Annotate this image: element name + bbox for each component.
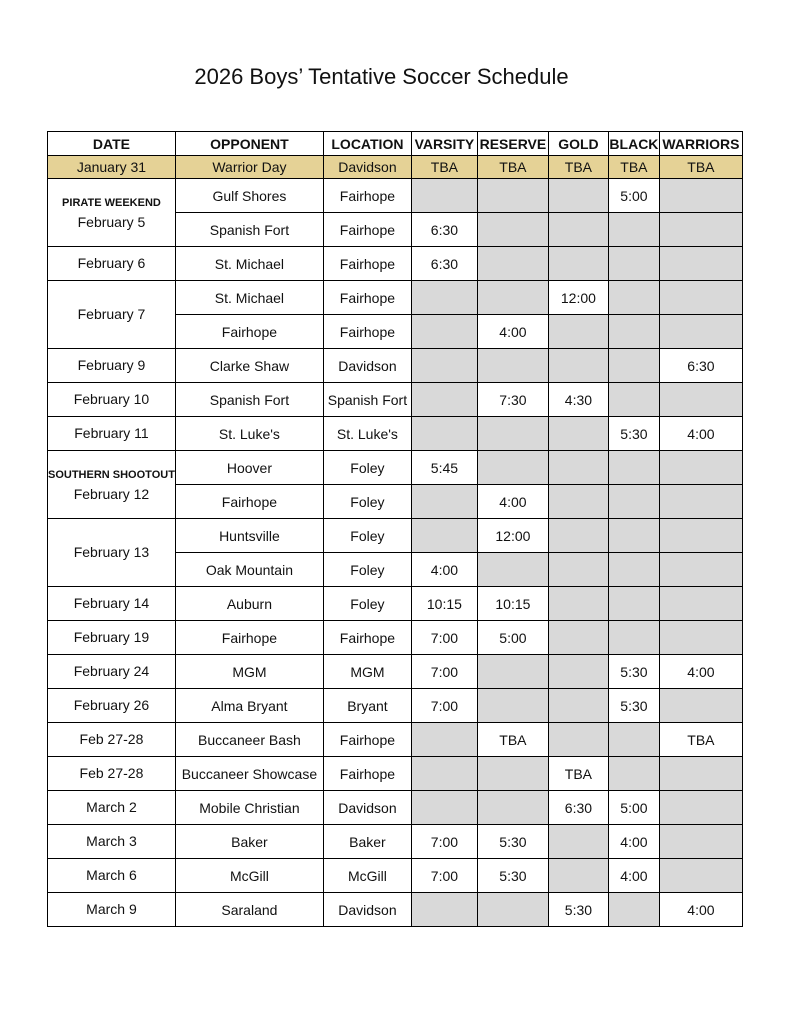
warriors-time-cell [659,519,742,553]
location-cell: Fairhope [323,213,411,247]
table-row [48,893,743,927]
varsity-time-cell [411,485,477,519]
black-time-cell [608,621,659,655]
varsity-time-cell [411,893,477,927]
location-cell: Fairhope [323,315,411,349]
opponent-cell: St. Michael [175,281,323,315]
black-time-cell: TBA [608,156,659,179]
warriors-time-cell: TBA [659,156,742,179]
gold-time-cell [548,587,608,621]
location-cell: Fairhope [323,247,411,281]
date-cell [48,655,176,689]
date-cell [48,417,176,451]
black-time-cell: 4:00 [608,825,659,859]
table-row [48,179,743,213]
opponent-cell: Buccaneer Showcase [175,757,323,791]
opponent-cell: Buccaneer Bash [175,723,323,757]
column-header-reserve: RESERVE [477,132,548,156]
opponent-cell: MGM [175,655,323,689]
column-header-date: DATE [48,132,176,156]
opponent-cell: Auburn [175,587,323,621]
table-row [48,689,743,723]
table-row [48,723,743,757]
table-row [48,349,743,383]
date-text: February 5 [77,214,146,230]
gold-time-cell [548,417,608,451]
warriors-time-cell [659,213,742,247]
reserve-time-cell: 5:30 [477,859,548,893]
opponent-cell: Fairhope [175,315,323,349]
black-time-cell [608,723,659,757]
location-cell: Fairhope [323,723,411,757]
opponent-cell: Fairhope [175,621,323,655]
black-time-cell [608,893,659,927]
date-cell [48,179,176,247]
varsity-time-cell: TBA [411,156,477,179]
varsity-time-cell: 6:30 [411,213,477,247]
varsity-time-cell [411,723,477,757]
varsity-time-cell: 7:00 [411,859,477,893]
warriors-time-cell [659,553,742,587]
warriors-time-cell: TBA [659,723,742,757]
varsity-time-cell: 7:00 [411,621,477,655]
varsity-time-cell: 4:00 [411,553,477,587]
date-text: February 13 [73,544,150,561]
event-note: PIRATE WEEKEND [62,197,161,210]
warriors-time-cell: 4:00 [659,417,742,451]
warriors-time-cell [659,179,742,213]
black-time-cell [608,349,659,383]
table-row [48,757,743,791]
reserve-time-cell [477,281,548,315]
date-cell [48,519,176,587]
location-cell: MGM [323,655,411,689]
opponent-cell: Mobile Christian [175,791,323,825]
date-cell [48,451,176,519]
gold-time-cell [548,723,608,757]
warriors-time-cell: 4:00 [659,655,742,689]
table-row [48,281,743,315]
gold-time-cell [548,553,608,587]
date-cell [48,757,176,791]
reserve-time-cell: 5:00 [477,621,548,655]
black-time-cell [608,553,659,587]
warriors-time-cell: 4:00 [659,893,742,927]
black-time-cell: 5:30 [608,417,659,451]
black-time-cell [608,587,659,621]
warriors-time-cell [659,451,742,485]
date-cell [48,893,176,927]
table-row [48,156,743,179]
table-row [48,791,743,825]
opponent-cell: Warrior Day [175,156,323,179]
gold-time-cell [548,655,608,689]
varsity-time-cell: 10:15 [411,587,477,621]
event-note: SOUTHERN SHOOTOUT [48,469,175,482]
warriors-time-cell [659,247,742,281]
date-text: February 26 [73,697,150,714]
gold-time-cell [548,247,608,281]
opponent-cell: Fairhope [175,485,323,519]
warriors-time-cell [659,587,742,621]
location-cell: Fairhope [323,621,411,655]
varsity-time-cell [411,179,477,213]
location-cell: Davidson [323,156,411,179]
location-cell: Foley [323,587,411,621]
date-cell [48,587,176,621]
column-header-gold: GOLD [548,132,608,156]
date-cell [48,825,176,859]
black-time-cell: 5:00 [608,791,659,825]
gold-time-cell [548,349,608,383]
reserve-time-cell [477,451,548,485]
gold-time-cell [548,689,608,723]
date-text: February 11 [74,425,149,442]
table-row [48,247,743,281]
gold-time-cell [548,179,608,213]
reserve-time-cell [477,349,548,383]
date-text: February 12 [73,486,150,502]
location-cell: Fairhope [323,757,411,791]
date-text: January 31 [76,158,147,175]
reserve-time-cell [477,179,548,213]
date-text: March 6 [86,867,137,884]
location-cell: McGill [323,859,411,893]
location-cell: Davidson [323,791,411,825]
warriors-time-cell [659,383,742,417]
column-header-location: LOCATION [323,132,411,156]
opponent-cell: Hoover [175,451,323,485]
date-text: February 14 [73,595,150,612]
date-cell [48,247,176,281]
reserve-time-cell: 4:00 [477,485,548,519]
opponent-cell: St. Luke's [175,417,323,451]
warriors-time-cell [659,621,742,655]
black-time-cell: 5:30 [608,655,659,689]
warriors-time-cell [659,859,742,893]
location-cell: Fairhope [323,281,411,315]
varsity-time-cell [411,757,477,791]
varsity-time-cell [411,349,477,383]
varsity-time-cell [411,383,477,417]
opponent-cell: Saraland [175,893,323,927]
reserve-time-cell [477,893,548,927]
black-time-cell: 5:30 [608,689,659,723]
gold-time-cell [548,519,608,553]
warriors-time-cell [659,689,742,723]
reserve-time-cell [477,213,548,247]
warriors-time-cell [659,757,742,791]
location-cell: St. Luke's [323,417,411,451]
gold-time-cell [548,485,608,519]
reserve-time-cell [477,247,548,281]
location-cell: Davidson [323,349,411,383]
table-row [48,451,743,485]
date-cell [48,349,176,383]
date-cell [48,281,176,349]
table-row [48,519,743,553]
black-time-cell: 4:00 [608,859,659,893]
reserve-time-cell: 10:15 [477,587,548,621]
date-text: February 6 [77,255,146,272]
date-text: February 19 [73,629,150,646]
table-row [48,621,743,655]
varsity-time-cell: 7:00 [411,825,477,859]
location-cell: Fairhope [323,179,411,213]
varsity-time-cell [411,417,477,451]
table-row [48,655,743,689]
reserve-time-cell: 5:30 [477,825,548,859]
black-time-cell [608,315,659,349]
location-cell: Foley [323,519,411,553]
location-cell: Baker [323,825,411,859]
varsity-time-cell: 5:45 [411,451,477,485]
reserve-time-cell: TBA [477,723,548,757]
warriors-time-cell [659,281,742,315]
table-row [48,417,743,451]
date-cell [48,859,176,893]
warriors-time-cell [659,485,742,519]
opponent-cell: Gulf Shores [175,179,323,213]
date-cell [48,723,176,757]
date-text: February 9 [77,357,146,374]
opponent-cell: Clarke Shaw [175,349,323,383]
date-text: Feb 27-28 [79,731,144,748]
gold-time-cell [548,621,608,655]
reserve-time-cell: TBA [477,156,548,179]
reserve-time-cell: 4:00 [477,315,548,349]
date-text: Feb 27-28 [79,765,144,782]
black-time-cell [608,281,659,315]
column-header-black: BLACK [608,132,659,156]
gold-time-cell: 4:30 [548,383,608,417]
black-time-cell [608,451,659,485]
reserve-time-cell [477,417,548,451]
opponent-cell: Spanish Fort [175,383,323,417]
date-text: February 10 [73,391,150,408]
black-time-cell [608,213,659,247]
header-row [48,132,743,156]
date-cell [48,383,176,417]
date-text: March 3 [86,833,137,850]
opponent-cell: Huntsville [175,519,323,553]
reserve-time-cell [477,655,548,689]
date-cell [48,689,176,723]
gold-time-cell: TBA [548,757,608,791]
table-row [48,825,743,859]
column-header-warriors: WARRIORS [659,132,742,156]
black-time-cell [608,757,659,791]
gold-time-cell [548,451,608,485]
location-cell: Spanish Fort [323,383,411,417]
gold-time-cell [548,825,608,859]
reserve-time-cell: 12:00 [477,519,548,553]
opponent-cell: Alma Bryant [175,689,323,723]
schedule-body [48,156,743,927]
location-cell: Foley [323,485,411,519]
opponent-cell: McGill [175,859,323,893]
black-time-cell [608,247,659,281]
reserve-time-cell [477,757,548,791]
varsity-time-cell [411,791,477,825]
gold-time-cell [548,315,608,349]
black-time-cell [608,519,659,553]
gold-time-cell: 5:30 [548,893,608,927]
page-title: 2026 Boys’ Tentative Soccer Schedule [194,64,569,89]
table-row [48,383,743,417]
warriors-time-cell [659,315,742,349]
gold-time-cell: TBA [548,156,608,179]
date-text: March 2 [86,799,137,816]
date-text: March 9 [86,901,137,918]
reserve-time-cell [477,791,548,825]
gold-time-cell [548,859,608,893]
opponent-cell: St. Michael [175,247,323,281]
reserve-time-cell: 7:30 [477,383,548,417]
varsity-time-cell [411,519,477,553]
varsity-time-cell: 6:30 [411,247,477,281]
table-row [48,587,743,621]
black-time-cell [608,383,659,417]
reserve-time-cell [477,553,548,587]
date-text: February 24 [73,663,150,680]
location-cell: Foley [323,451,411,485]
location-cell: Bryant [323,689,411,723]
varsity-time-cell: 7:00 [411,655,477,689]
opponent-cell: Baker [175,825,323,859]
column-header-opponent: OPPONENT [175,132,323,156]
warriors-time-cell: 6:30 [659,349,742,383]
date-cell [48,791,176,825]
black-time-cell: 5:00 [608,179,659,213]
column-header-varsity: VARSITY [411,132,477,156]
black-time-cell [608,485,659,519]
gold-time-cell [548,213,608,247]
varsity-time-cell [411,281,477,315]
opponent-cell: Spanish Fort [175,213,323,247]
reserve-time-cell [477,689,548,723]
location-cell: Davidson [323,893,411,927]
table-row [48,859,743,893]
schedule-table [47,131,743,927]
date-text: February 7 [77,306,146,323]
gold-time-cell: 12:00 [548,281,608,315]
warriors-time-cell [659,791,742,825]
date-cell [48,621,176,655]
gold-time-cell: 6:30 [548,791,608,825]
opponent-cell: Oak Mountain [175,553,323,587]
warriors-time-cell [659,825,742,859]
varsity-time-cell: 7:00 [411,689,477,723]
date-cell [48,156,176,179]
location-cell: Foley [323,553,411,587]
varsity-time-cell [411,315,477,349]
